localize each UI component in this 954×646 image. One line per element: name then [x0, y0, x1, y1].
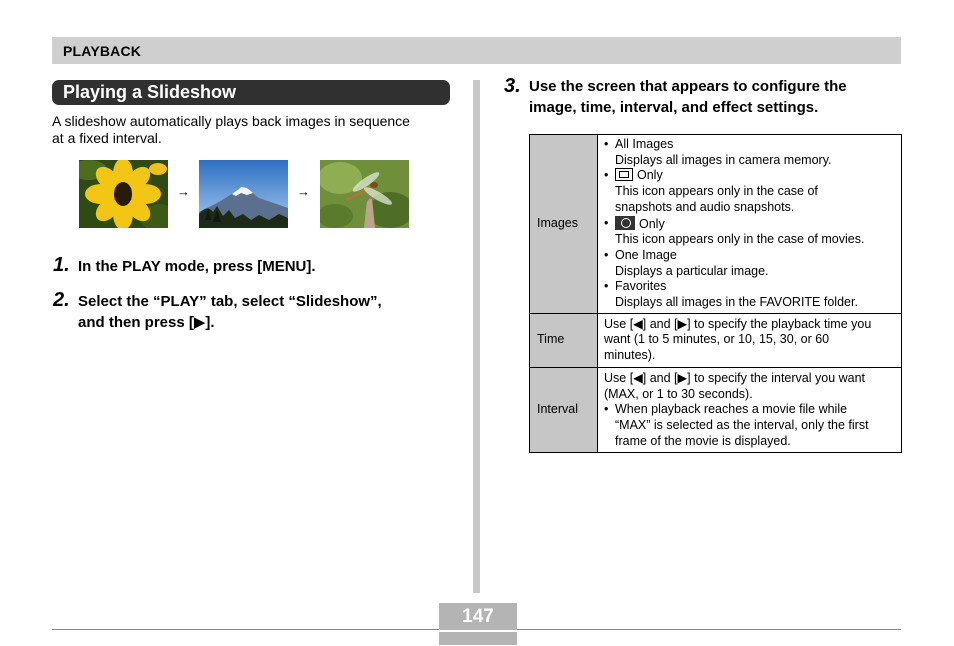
time-desc-1: Use [◀] and [▶] to specify the playback time you — [604, 316, 872, 331]
interval-label: Interval — [530, 367, 598, 453]
time-label: Time — [530, 313, 598, 367]
step-1-text: In the PLAY mode, press [MENU]. — [78, 258, 316, 275]
intro-line-1: A slideshow automatically plays back images in sequence — [52, 113, 410, 129]
step-3-text — [529, 76, 847, 118]
table-row — [530, 367, 902, 453]
snapshot-desc-2: snapshots and audio snapshots. — [615, 199, 795, 214]
images-label: Images — [530, 135, 598, 314]
images-description — [598, 135, 902, 314]
interval-note-3: frame of the movie is displayed. — [615, 433, 791, 448]
page-number-badge — [439, 603, 517, 645]
dragonfly-photo — [320, 160, 409, 228]
time-desc-3: minutes). — [604, 348, 656, 363]
bullet: • — [604, 137, 609, 151]
page-number: 147 — [462, 606, 494, 627]
one-image-option: One Image — [615, 247, 677, 262]
table-row — [530, 135, 902, 314]
time-description — [598, 313, 902, 367]
step-3-number: 3. — [504, 75, 521, 97]
bullet: • — [604, 247, 609, 262]
movie-only-option: Only — [639, 216, 665, 231]
one-image-desc: Displays a particular image. — [615, 263, 769, 278]
step-2-number: 2. — [53, 289, 70, 311]
interval-note-1: When playback reaches a movie file while — [615, 402, 848, 417]
all-images-desc: Displays all images in camera memory. — [615, 152, 832, 167]
bullet: • — [604, 215, 609, 230]
snapshot-icon — [615, 168, 633, 181]
sequence-arrow: → — [297, 184, 310, 199]
step-1-number: 1. — [53, 254, 70, 276]
movie-desc: This icon appears only in the case of movies. — [615, 232, 865, 247]
sequence-arrow: → — [177, 184, 190, 199]
bullet: • — [604, 168, 609, 183]
movie-icon — [615, 216, 635, 230]
intro-paragraph — [52, 113, 452, 147]
section-title: Playing a Slideshow — [63, 82, 237, 102]
bullet: • — [604, 402, 609, 417]
snapshot-only-option: Only — [637, 168, 663, 183]
section-header-label: PLAYBACK — [63, 43, 142, 59]
step-3-line-1: Use the screen that appears to configure the — [529, 78, 847, 95]
mountain-photo — [199, 160, 288, 228]
settings-table — [529, 134, 902, 453]
interval-desc-2: (MAX, or 1 to 30 seconds). — [604, 386, 753, 401]
step-2-line-1: Select the “PLAY” tab, select “Slideshow”, — [78, 293, 382, 310]
column-divider — [473, 80, 480, 593]
step-2-text — [78, 291, 382, 333]
favorites-desc: Displays all images in the FAVORITE folder. — [615, 295, 858, 310]
section-header-bar — [52, 37, 901, 64]
favorites-option: Favorites — [615, 279, 667, 294]
step-3-line-2: image, time, interval, and effect settings. — [529, 99, 819, 116]
bullet: • — [604, 279, 609, 294]
section-title-bar — [52, 80, 450, 105]
interval-desc-1: Use [◀] and [▶] to specify the interval you want — [604, 370, 866, 385]
flower-photo — [79, 160, 168, 228]
table-row — [530, 313, 902, 367]
intro-line-2: at a fixed interval. — [52, 130, 162, 146]
time-desc-2: want (1 to 5 minutes, or 10, 15, 30, or 60 — [604, 332, 830, 347]
step-2-line-2: and then press [▶]. — [78, 314, 215, 331]
interval-note-2: “MAX” is selected as the interval, only the first — [615, 417, 869, 432]
snapshot-desc-1: This icon appears only in the case of — [615, 184, 818, 199]
all-images-option: All Images — [615, 137, 674, 151]
interval-description — [598, 367, 902, 453]
